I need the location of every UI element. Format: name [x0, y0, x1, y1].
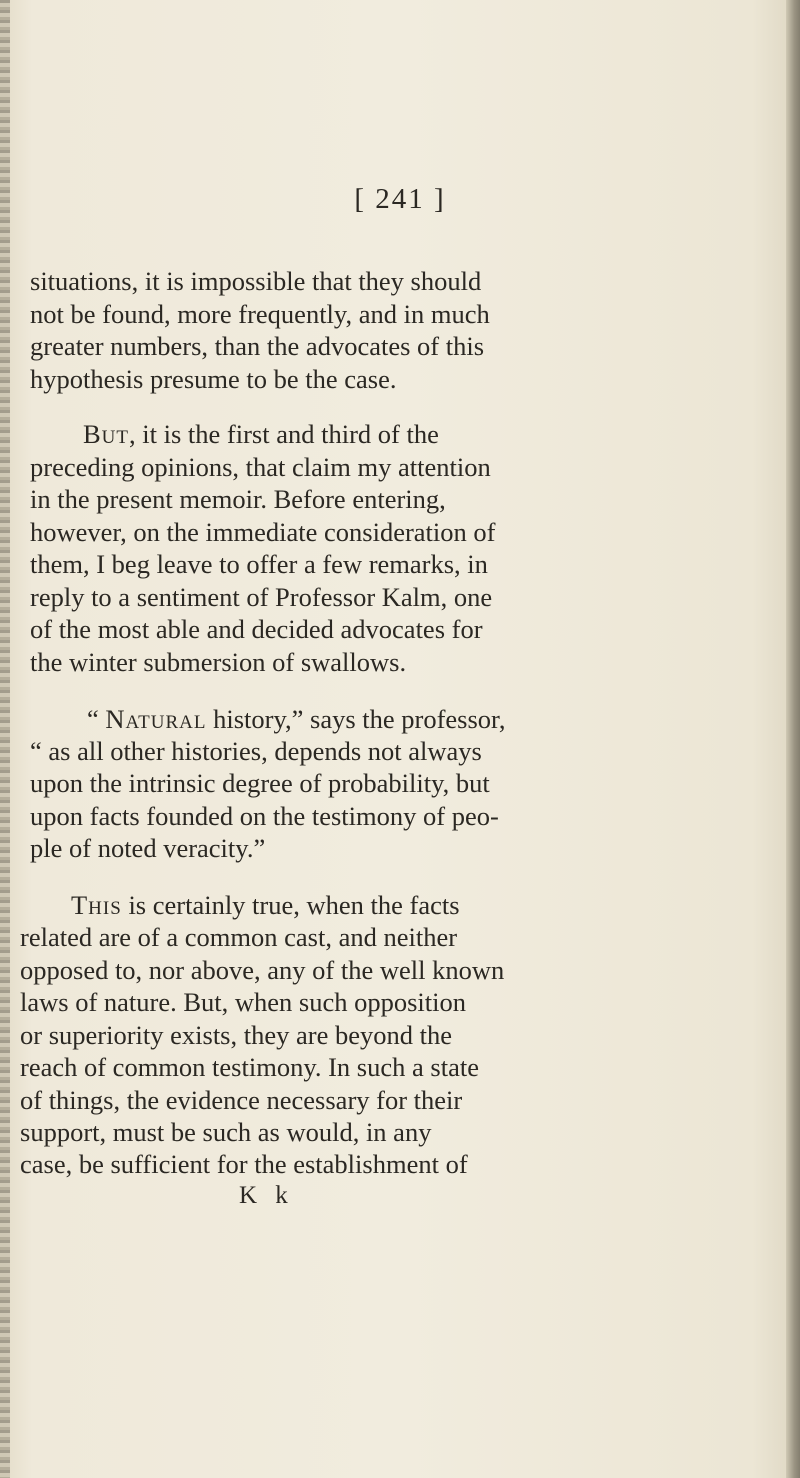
- text-line: of the most able and decided advocates for: [30, 614, 483, 644]
- text-line: or superiority exists, they are beyond the: [20, 1020, 452, 1050]
- text-line: upon the intrinsic degree of probability, but: [30, 768, 490, 798]
- signature-mark: K k: [239, 1182, 294, 1209]
- paragraph-lead-word: Natural: [105, 704, 207, 734]
- text-line: reply to a sentiment of Professor Kalm, one: [30, 582, 493, 612]
- text-line: support, must be such as would, in any: [20, 1117, 432, 1147]
- text-line: the winter submersion of swallows.: [30, 647, 407, 677]
- text-line: situations, it is impossible that they should: [30, 266, 482, 296]
- page-outer-edge: [786, 0, 800, 1478]
- text-line: in the present memoir. Before entering,: [30, 484, 446, 514]
- text-line: reach of common testimony. In such a state: [20, 1052, 479, 1082]
- page-number-header: [ 241 ]: [354, 183, 446, 215]
- text-line: greater numbers, than the advocates of this: [30, 331, 485, 361]
- text-line: them, I beg leave to offer a few remarks, in: [30, 549, 488, 579]
- paragraph-lead-word: This: [71, 890, 122, 920]
- text-line: opposed to, nor above, any of the well known: [20, 955, 505, 985]
- text-line: of things, the evidence necessary for their: [20, 1085, 463, 1115]
- text-line: But, it is the first and third of the: [83, 419, 439, 449]
- text-line: This is certainly true, when the facts: [71, 890, 460, 920]
- text-line: upon facts founded on the testimony of peo-: [30, 801, 499, 831]
- paragraph-lead-word: But: [83, 419, 130, 449]
- text-line: laws of nature. But, when such opposition: [20, 987, 467, 1017]
- page-binding-edge: [0, 0, 10, 1478]
- text-line: “ Natural history,” says the professor,: [87, 704, 506, 734]
- text-line: related are of a common cast, and neither: [20, 922, 458, 952]
- text-line: preceding opinions, that claim my attention: [30, 452, 491, 482]
- text-line: hypothesis presume to be the case.: [30, 364, 397, 394]
- text-line: ple of noted veracity.”: [30, 833, 266, 863]
- text-line: however, on the immediate consideration of: [30, 517, 496, 547]
- text-line: case, be sufficient for the establishment of: [20, 1149, 468, 1179]
- text-line: not be found, more frequently, and in much: [30, 299, 490, 329]
- text-line: “ as all other histories, depends not always: [30, 736, 482, 766]
